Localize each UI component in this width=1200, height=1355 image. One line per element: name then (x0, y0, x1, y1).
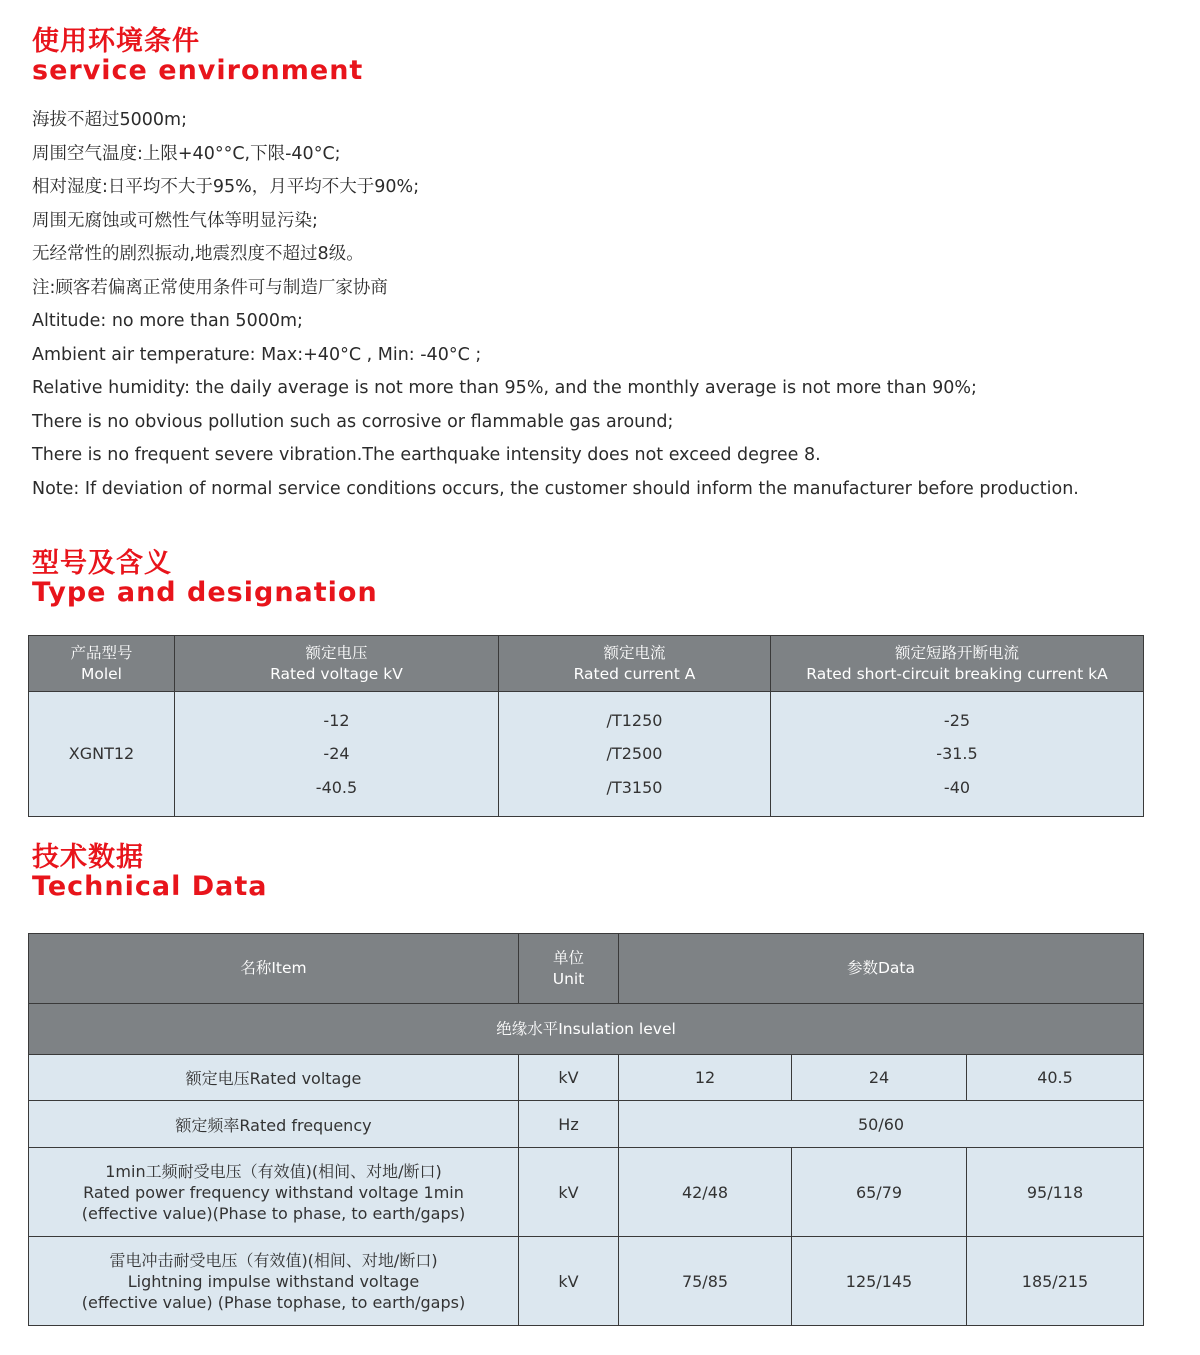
env-line: Note: If deviation of normal service conditions occurs, the customer should inform the manufacturer before production. (32, 478, 1079, 499)
header-voltage (175, 636, 499, 692)
unit-cell: kV (519, 1237, 619, 1326)
header-model (29, 636, 175, 692)
item-line: (effective value)(Phase to phase, to earth/gaps) (81, 1203, 466, 1223)
voltage-value: -40.5 (315, 777, 358, 797)
insulation-level-header: 绝缘水平Insulation level (29, 1004, 1144, 1055)
value-cell: 125/145 (792, 1237, 967, 1326)
table-header-row (29, 934, 1144, 1004)
current-value: /T3150 (606, 777, 663, 797)
header-item: 名称Item (29, 934, 519, 1004)
value-cell: 65/79 (792, 1148, 967, 1237)
item-cell: 额定电压Rated voltage (29, 1055, 519, 1101)
technical-data-table (28, 933, 1144, 1326)
header-en: Unit (552, 969, 585, 988)
header-en: Rated voltage kV (270, 664, 403, 683)
env-line: Altitude: no more than 5000m; (32, 311, 303, 331)
item-cell (29, 1148, 519, 1237)
header-zh: 产品型号 (70, 643, 133, 662)
header-zh: 单位 (552, 948, 584, 967)
environment-conditions-list (32, 104, 1172, 506)
current-value: /T2500 (606, 744, 663, 764)
voltage-cell (175, 692, 499, 817)
item-line: Lightning impulse withstand voltage (127, 1271, 420, 1291)
section-title-zh: 型号及含义 (32, 548, 172, 579)
table-row (29, 1101, 1144, 1148)
section-heading-technical (32, 843, 267, 901)
header-data: 参数Data (619, 934, 1144, 1004)
header-zh: 额定短路开断电流 (894, 643, 1019, 662)
header-zh: 额定电流 (603, 643, 666, 662)
value-cell: 75/85 (619, 1237, 792, 1326)
voltage-value: -12 (323, 710, 350, 730)
table-header-row (29, 636, 1144, 692)
env-line: 海拔不超过5000m; (32, 110, 187, 130)
env-line: 无经常性的剧烈振动,地震烈度不超过8级。 (32, 244, 364, 264)
section-title-en: service environment (32, 55, 364, 86)
header-zh: 额定电压 (305, 643, 368, 662)
value-cell: 42/48 (619, 1148, 792, 1237)
value-cell: 40.5 (967, 1055, 1144, 1101)
unit-cell: Hz (519, 1101, 619, 1148)
table-row (29, 1148, 1144, 1237)
model-cell: XGNT12 (29, 692, 175, 817)
env-line: Relative humidity: the daily average is not more than 95%, and the monthly average is not more than 90%; (32, 378, 977, 398)
table-row (29, 1237, 1144, 1326)
env-line: 相对湿度:日平均不大于95%，月平均不大于90%; (32, 177, 420, 197)
header-en: Rated short-circuit breaking current kA (806, 664, 1108, 683)
section-title-en: Type and designation (32, 577, 378, 608)
voltage-value: -24 (323, 744, 350, 764)
header-current (499, 636, 771, 692)
item-line: Rated power frequency withstand voltage 1min (83, 1182, 464, 1202)
value-cell-merged: 50/60 (619, 1101, 1144, 1148)
header-en: Molel (80, 664, 122, 683)
item-line: 1min工频耐受电压（有效值)(相间、对地/断口) (105, 1161, 442, 1181)
env-line: 周围空气温度:上限+40°°C,下限-40°C; (32, 143, 341, 164)
section-heading-environment (32, 27, 363, 85)
section-title-zh: 技术数据 (32, 842, 144, 873)
type-designation-table (28, 635, 1144, 817)
value-cell: 12 (619, 1055, 792, 1101)
header-en: Rated current A (573, 664, 696, 683)
section-heading-type (32, 549, 378, 607)
current-cell (499, 692, 771, 817)
table-subheader-row (29, 1004, 1144, 1055)
env-line: 注:顾客若偏离正常使用条件可与制造厂家协商 (32, 277, 388, 298)
table-row (29, 692, 1144, 817)
section-title-zh: 使用环境条件 (32, 26, 200, 57)
item-line: (effective value) (Phase tophase, to earth/gaps) (81, 1292, 466, 1312)
env-line: There is no frequent severe vibration.The earthquake intensity does not exceed degree 8. (32, 445, 821, 465)
section-title-en: Technical Data (32, 871, 268, 902)
current-value: /T1250 (606, 710, 663, 730)
header-breaking-current (771, 636, 1144, 692)
item-cell (29, 1237, 519, 1326)
env-line: Ambient air temperature: Max:+40°C , Min: -40°C ; (32, 344, 482, 365)
breaking-value: -40 (943, 777, 971, 797)
item-cell: 额定频率Rated frequency (29, 1101, 519, 1148)
table-row (29, 1055, 1144, 1101)
unit-cell: kV (519, 1148, 619, 1237)
header-unit (519, 934, 619, 1004)
unit-cell: kV (519, 1055, 619, 1101)
breaking-value: -31.5 (936, 744, 978, 764)
value-cell: 24 (792, 1055, 967, 1101)
value-cell: 185/215 (967, 1237, 1144, 1326)
env-line: There is no obvious pollution such as corrosive or flammable gas around; (32, 411, 674, 432)
breaking-value: -25 (943, 710, 971, 730)
item-line: 雷电冲击耐受电压（有效值)(相间、对地/断口) (109, 1250, 438, 1270)
env-line: 周围无腐蚀或可燃性气体等明显污染; (32, 210, 318, 231)
value-cell: 95/118 (967, 1148, 1144, 1237)
breaking-cell (771, 692, 1144, 817)
